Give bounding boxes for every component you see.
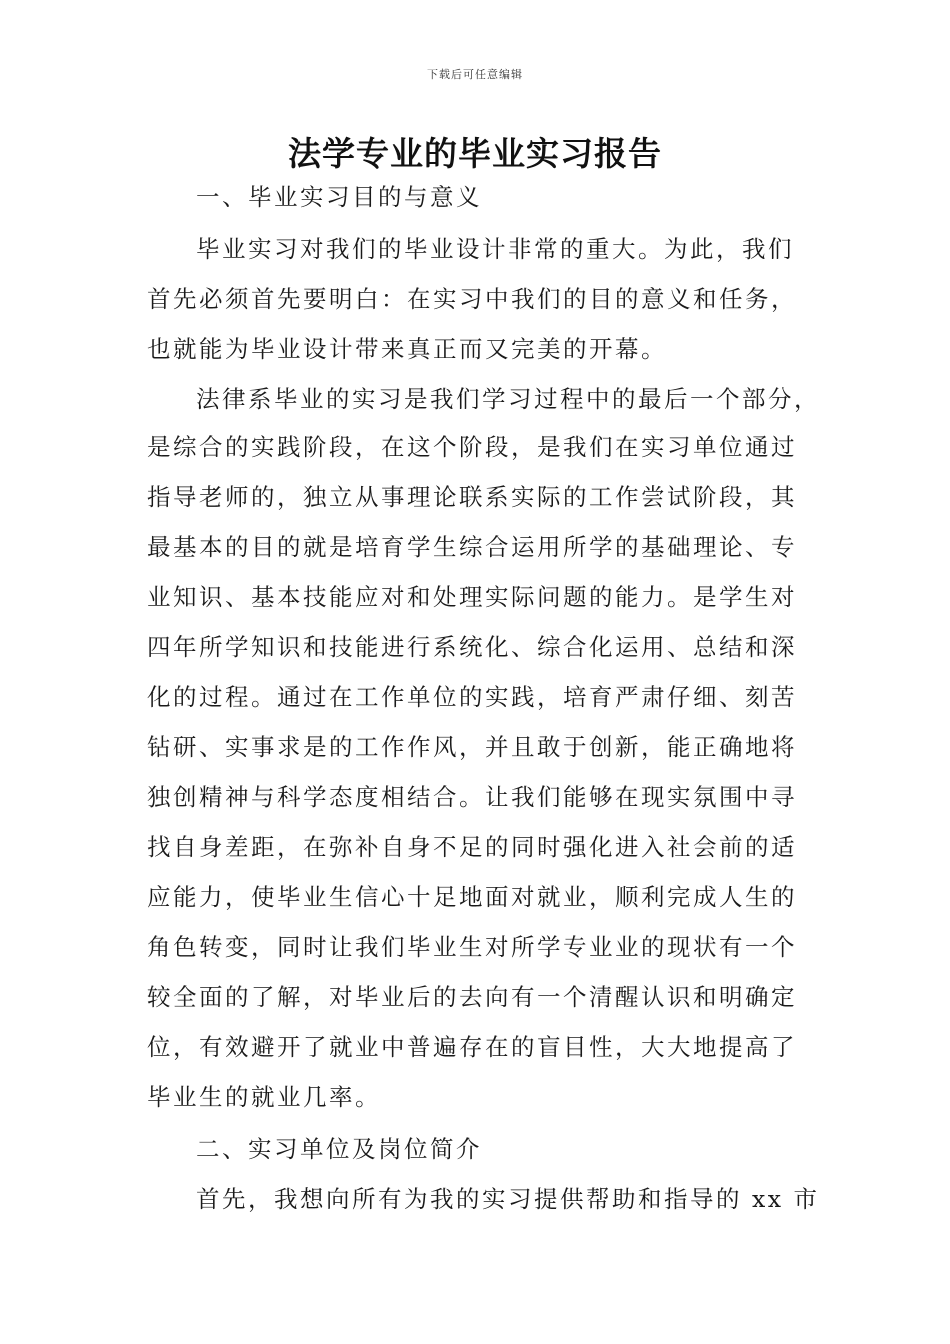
section-heading-1: 一、毕业实习目的与意义 [196, 183, 482, 211]
paragraph-line: 是综合的实践阶段，在这个阶段，是我们在实习单位通过 [147, 433, 797, 461]
paragraph-line: 法律系毕业的实习是我们学习过程中的最后一个部分， [196, 385, 820, 413]
paragraph-line: 业知识、基本技能应对和处理实际问题的能力。是学生对 [147, 583, 797, 611]
paragraph-line: 最基本的目的就是培育学生综合运用所学的基础理论、专 [147, 533, 797, 561]
paragraph-line: 化的过程。通过在工作单位的实践，培育严肃仔细、刻苦 [147, 683, 797, 711]
header-note: 下载后可任意编辑 [427, 68, 523, 81]
paragraph-line: 也就能为毕业设计带来真正而又完美的开幕。 [147, 335, 667, 363]
paragraph-line: 四年所学知识和技能进行系统化、综合化运用、总结和深 [147, 633, 797, 661]
document-title: 法学专业的毕业实习报告 [288, 134, 662, 173]
paragraph-line: 毕业生的就业几率。 [147, 1083, 381, 1111]
paragraph-line: 较全面的了解，对毕业后的去向有一个清醒认识和明确定 [147, 983, 797, 1011]
paragraph-line: 角色转变，同时让我们毕业生对所学专业业的现状有一个 [147, 933, 797, 961]
paragraph-line: 毕业实习对我们的毕业设计非常的重大。为此，我们 [196, 235, 794, 263]
paragraph-line: 钻研、实事求是的工作作风，并且敢于创新，能正确地将 [147, 733, 797, 761]
paragraph-line: 首先，我想向所有为我的实习提供帮助和指导的 xx 市 [196, 1185, 820, 1213]
paragraph-line: 独创精神与科学态度相结合。让我们能够在现实氛围中寻 [147, 783, 797, 811]
paragraph-line: 应能力，使毕业生信心十足地面对就业，顺利完成人生的 [147, 883, 797, 911]
paragraph-line: 找自身差距，在弥补自身不足的同时强化进入社会前的适 [147, 833, 797, 861]
paragraph-line: 指导老师的，独立从事理论联系实际的工作尝试阶段，其 [147, 483, 797, 511]
paragraph-line: 位，有效避开了就业中普遍存在的盲目性，大大地提高了 [147, 1033, 797, 1061]
section-heading-2: 二、实习单位及岗位简介 [196, 1135, 482, 1163]
paragraph-line: 首先必须首先要明白：在实习中我们的目的意义和任务， [147, 285, 797, 313]
